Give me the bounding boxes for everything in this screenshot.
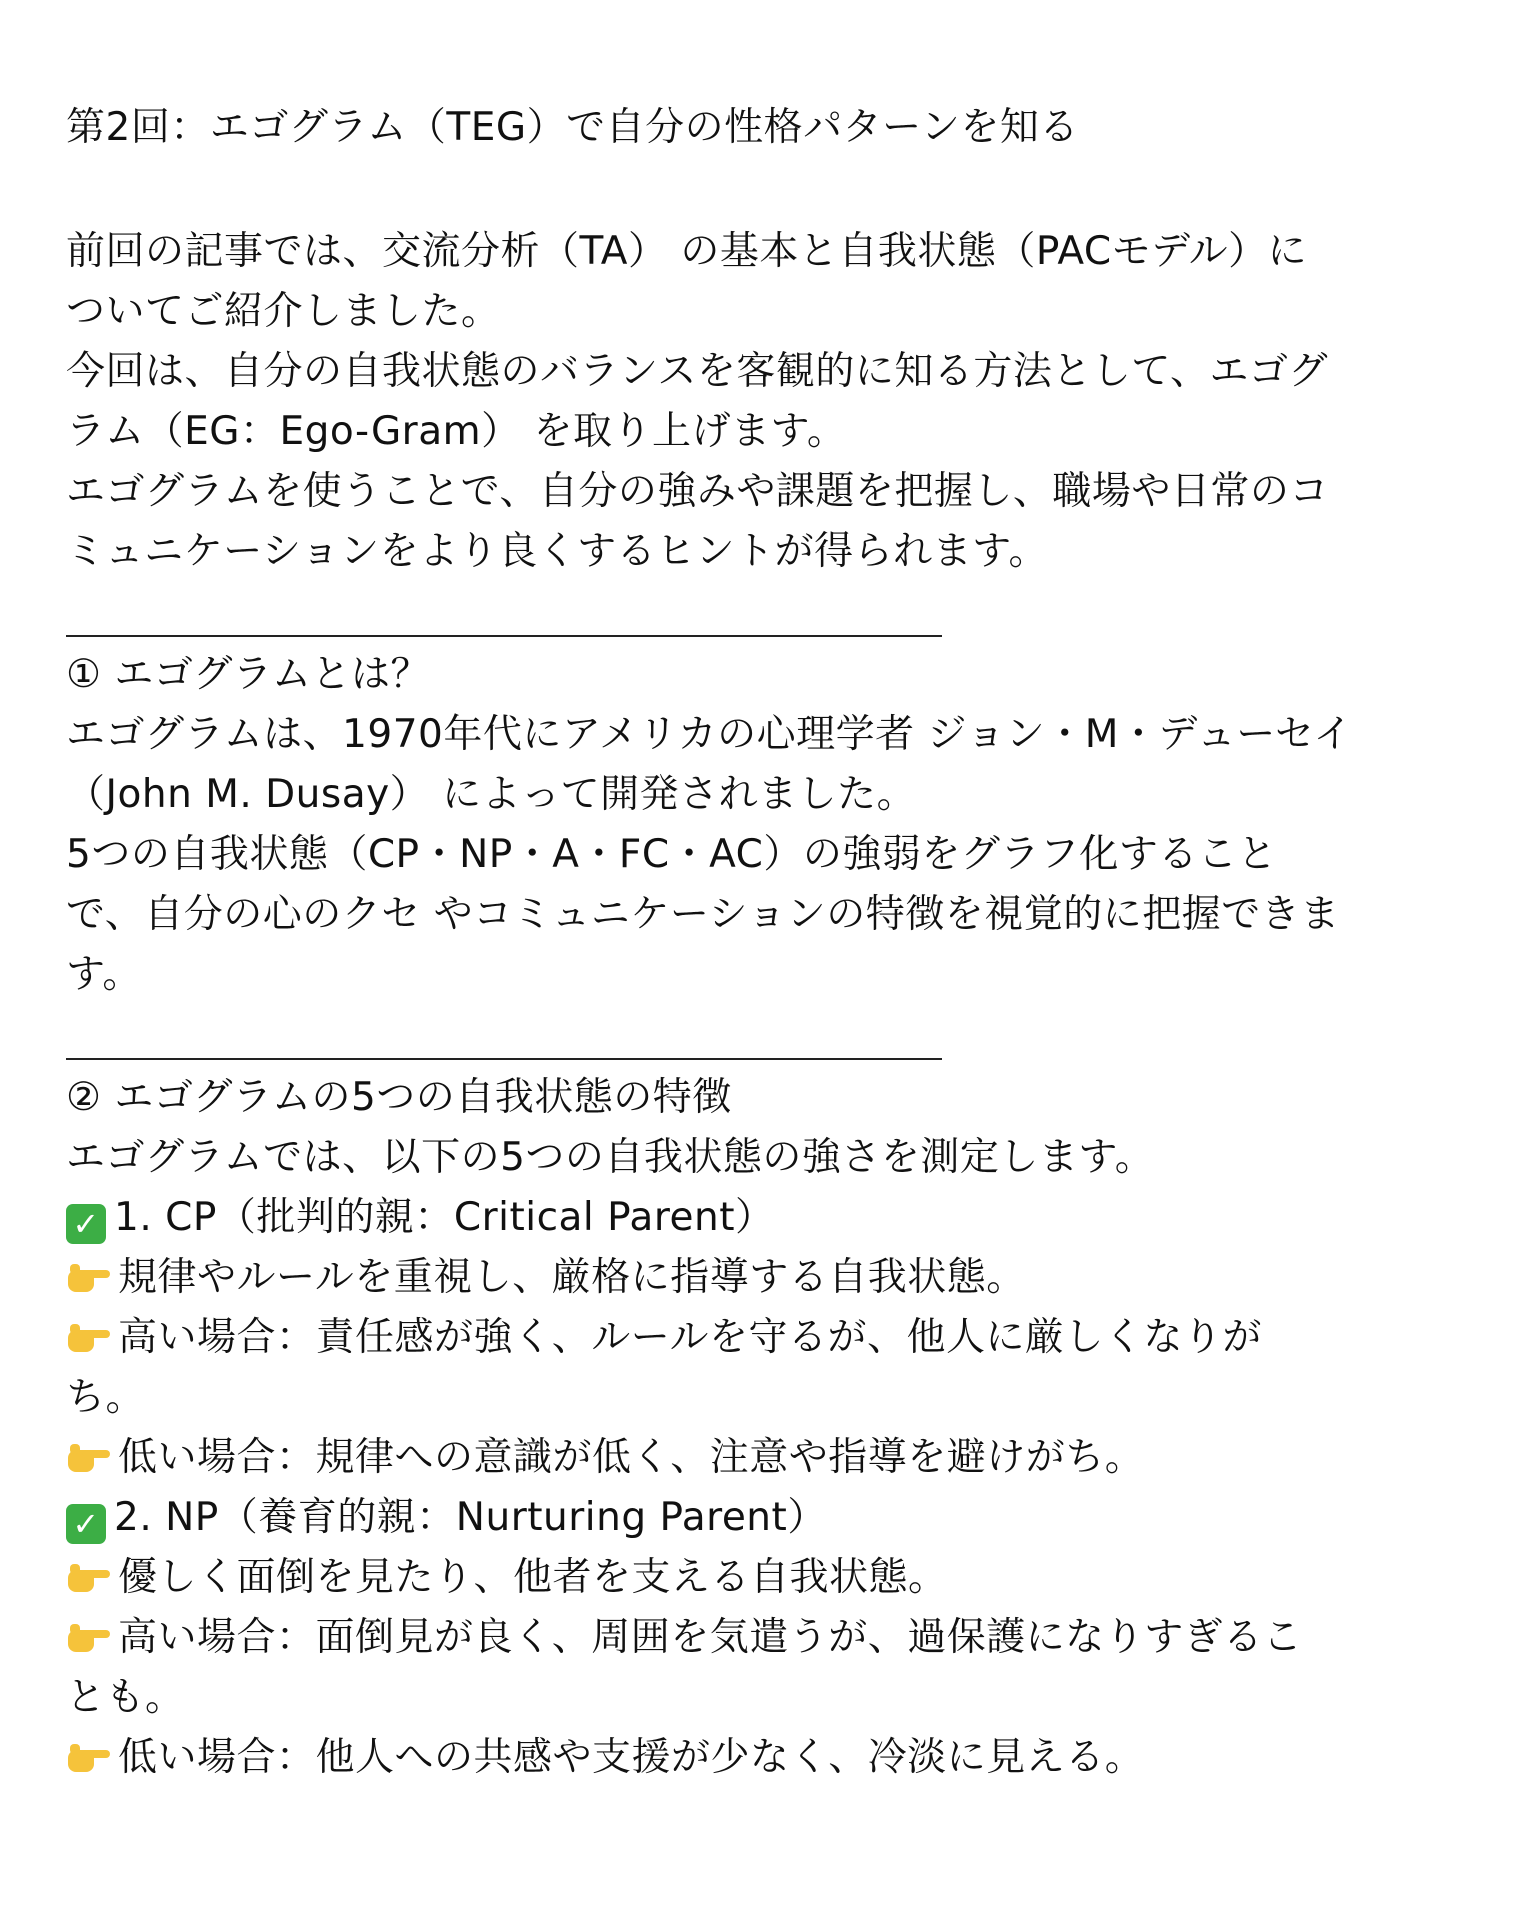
np-high-line bbox=[66, 1615, 1303, 1660]
section-divider bbox=[66, 635, 942, 637]
intro-line: エゴグラムを使うことで、自分の強みや課題を把握し、職場や日常のコ bbox=[66, 469, 1329, 514]
np-desc-line bbox=[66, 1555, 948, 1600]
intro-line: ラム（EG：Ego-Gram） を取り上げます。 bbox=[66, 409, 847, 454]
pointing-right-icon bbox=[66, 1442, 112, 1474]
intro-line: ミュニケーションをより良くするヒントが得られます。 bbox=[66, 529, 1049, 574]
section1-line: す。 bbox=[66, 952, 142, 997]
cp-high-cont: ち。 bbox=[66, 1375, 146, 1420]
pointing-right-icon bbox=[66, 1562, 112, 1594]
intro-line: 前回の記事では、交流分析（TA） の基本と自我状態（PACモデル）に bbox=[66, 229, 1308, 274]
check-mark-icon: ✓ bbox=[66, 1204, 106, 1244]
section2-lead: エゴグラムでは、以下の5つの自我状態の強さを測定します。 bbox=[66, 1135, 1155, 1180]
cp-high-line bbox=[66, 1315, 1262, 1360]
section1-line: 5つの自我状態（CP・NP・A・FC・AC）の強弱をグラフ化すること bbox=[66, 832, 1277, 877]
pointing-right-icon bbox=[66, 1322, 112, 1354]
section1-line: （John M. Dusay） によって開発されました。 bbox=[66, 772, 917, 817]
np-low-line bbox=[66, 1735, 1145, 1780]
cp-low: 低い場合：規律への意識が低く、注意や指導を避けがち。 bbox=[118, 1435, 1145, 1480]
np-high-cont: とも。 bbox=[66, 1675, 185, 1720]
check-mark-icon: ✓ bbox=[66, 1504, 106, 1544]
cp-item bbox=[66, 1195, 775, 1244]
cp-desc: 規律やルールを重視し、厳格に指導する自我状態。 bbox=[118, 1255, 1026, 1300]
cp-desc-line bbox=[66, 1255, 1026, 1300]
np-high: 高い場合：面倒見が良く、周囲を気遣うが、過保護になりすぎるこ bbox=[118, 1615, 1303, 1660]
np-low: 低い場合：他人への共感や支援が少なく、冷淡に見える。 bbox=[118, 1735, 1145, 1780]
intro-line: ついてご紹介しました。 bbox=[66, 289, 501, 334]
np-desc: 優しく面倒を見たり、他者を支える自我状態。 bbox=[118, 1555, 948, 1600]
section2-heading: ② エゴグラムの5つの自我状態の特徴 bbox=[66, 1075, 732, 1120]
np-item bbox=[66, 1495, 827, 1544]
section1-line: エゴグラムは、1970年代にアメリカの心理学者 ジョン・M・デューセイ bbox=[66, 712, 1353, 757]
pointing-right-icon bbox=[66, 1742, 112, 1774]
np-label: 2. NP（養育的親：Nurturing Parent） bbox=[114, 1495, 827, 1540]
section1-heading: ① エゴグラムとは？ bbox=[66, 652, 430, 697]
article-title: 第2回：エゴグラム（TEG）で自分の性格パターンを知る bbox=[66, 105, 1079, 150]
pointing-right-icon bbox=[66, 1622, 112, 1654]
cp-label: 1. CP（批判的親：Critical Parent） bbox=[114, 1195, 775, 1240]
pointing-right-icon bbox=[66, 1262, 112, 1294]
intro-line: 今回は、自分の自我状態のバランスを客観的に知る方法として、エゴグ bbox=[66, 349, 1329, 394]
cp-low-line bbox=[66, 1435, 1145, 1480]
section1-line: で、自分の心のクセ やコミュニケーションの特徴を視覚的に把握できま bbox=[66, 892, 1340, 937]
section-divider bbox=[66, 1058, 942, 1060]
cp-high: 高い場合：責任感が強く、ルールを守るが、他人に厳しくなりが bbox=[118, 1315, 1262, 1360]
